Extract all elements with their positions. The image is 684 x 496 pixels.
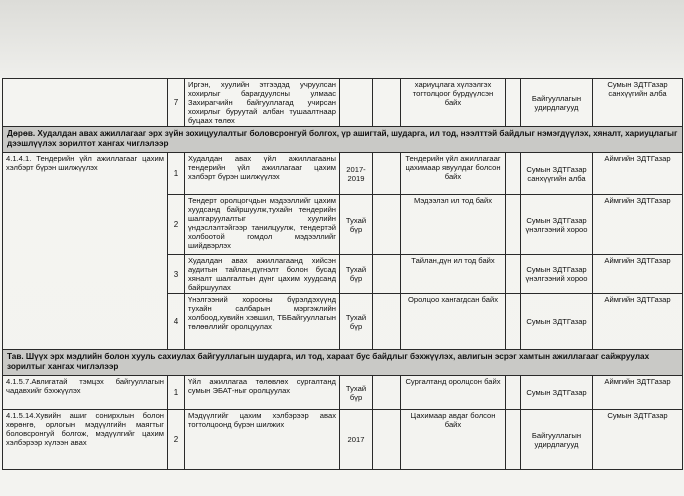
action-plan-table	[2, 78, 683, 470]
responsible-cell: Сумын ЗДТГазар үнэлгээний хороо	[521, 255, 593, 294]
blank-cell	[506, 410, 521, 470]
result-cell: Сургалтанд оролцсон байх	[401, 376, 506, 410]
section-heading: Дөрөв. Худалдан авах ажиллагааг эрх зүйн зохицуулалтыг боловсронгуй болгох, үр ашигтай, шударга, ил тод, нээлттэй байдлыг нэмэгдүүлэх, хяналт, хариуцлагыг дээшлүүлэх зорилтот хангах чиглэлээр	[3, 127, 683, 153]
responsible-cell: Сумын ЗДТГазар	[521, 294, 593, 350]
row-number: 1	[168, 376, 185, 410]
action-cell: Иргэн, хуулийн этгээдэд учруулсан хохирлыг барагдуулсны улмаас Захирагчийн байгууллагад учирсан хохирлыг буруутай албан тушаалтнаар буцаах төлөх	[185, 79, 340, 127]
row-number: 2	[168, 410, 185, 470]
action-cell: Худалдан авах үйл ажиллагааны тендерийн үйл ажиллагааг цахим хэлбэрт бүрэн шилжүүлэх	[185, 153, 340, 195]
time-cell	[340, 79, 373, 127]
implementer-cell: Аймгийн ЗДТГазар	[593, 153, 683, 195]
result-cell: Цахимаар авдаг болсон байх	[401, 410, 506, 470]
responsible-cell: Байгууллагын удирдлагууд	[521, 79, 593, 127]
time-cell: Тухай бүр	[340, 294, 373, 350]
blank-cell	[506, 255, 521, 294]
table-row	[3, 153, 683, 195]
implementer-cell: Сумын ЗДТГазар	[593, 410, 683, 470]
requirement-cell	[3, 79, 168, 127]
blank-cell	[506, 294, 521, 350]
implementer-cell: Аймгийн ЗДТГазар	[593, 294, 683, 350]
blank-cell	[373, 153, 401, 195]
requirement-cell: 4.1.5.7.Авлигатай тэмцэх байгууллагын чадавхийг бэхжүүлэх	[3, 376, 168, 410]
result-cell: Тайлан,дүн ил тод байх	[401, 255, 506, 294]
table-row	[3, 410, 683, 470]
action-cell: Үнэлгээний хорооны бүрэлдэхүүнд тухайн салбарын мэргэжлийн холбоод,хувийн хэвшил, ТББайгууллагын төлөөллийг оролцуулах	[185, 294, 340, 350]
page-fold-shadow	[0, 0, 684, 78]
blank-cell	[506, 195, 521, 255]
blank-cell	[373, 255, 401, 294]
responsible-cell: Сумын ЗДТГазар	[521, 376, 593, 410]
implementer-cell: Аймгийн ЗДТГазар	[593, 195, 683, 255]
responsible-cell: Сумын ЗДТГазар санхүүгийн алба	[521, 153, 593, 195]
blank-cell	[506, 376, 521, 410]
time-cell: Тухай бүр	[340, 195, 373, 255]
time-cell: Тухай бүр	[340, 376, 373, 410]
blank-cell	[373, 376, 401, 410]
row-number: 7	[168, 79, 185, 127]
result-cell: Оролцоо хангагдсан байх	[401, 294, 506, 350]
blank-cell	[373, 410, 401, 470]
table-row	[3, 376, 683, 410]
section-header-row	[3, 350, 683, 376]
requirement-cell: 4.1.5.14.Хувийн ашиг сонирхлын болон хөрөнгө, орлогын мэдүүлгийн маягтыг боловсронгуй болгож, мэдүүлгийг цахим хэлбэрээр хүлээн авах	[3, 410, 168, 470]
blank-cell	[373, 195, 401, 255]
section-header-row	[3, 127, 683, 153]
row-number: 2	[168, 195, 185, 255]
implementer-cell: Аймгийн ЗДТГазар	[593, 255, 683, 294]
requirement-cell: 4.1.4.1. Тендерийн үйл ажиллагааг цахим хэлбэрт бүрэн шилжүүлэх	[3, 153, 168, 350]
time-cell: 2017-2019	[340, 153, 373, 195]
blank-cell	[373, 79, 401, 127]
blank-cell	[373, 294, 401, 350]
table-row	[3, 79, 683, 127]
row-number: 1	[168, 153, 185, 195]
implementer-cell: Сумын ЗДТГазар санхүүгийн алба	[593, 79, 683, 127]
action-cell: Мэдүүлгийг цахим хэлбэрээр авах тогтолцоонд бүрэн шилжих	[185, 410, 340, 470]
responsible-cell: Сумын ЗДТГазар үнэлгээний хороо	[521, 195, 593, 255]
blank-cell	[506, 79, 521, 127]
action-cell: Үйл ажиллагаа төлөвлөх сургалтанд сумын ЭБАТ-ныг оролцуулах	[185, 376, 340, 410]
row-number: 3	[168, 255, 185, 294]
blank-cell	[506, 153, 521, 195]
result-cell: Тендерийн үйл ажиллагааг цахимаар явуулдаг болсон байх	[401, 153, 506, 195]
row-number: 4	[168, 294, 185, 350]
time-cell: 2017	[340, 410, 373, 470]
result-cell: хариуцлага хүлээлгэх тогтолцоог бүрдүүлсэн байх	[401, 79, 506, 127]
implementer-cell: Аймгийн ЗДТГазар	[593, 376, 683, 410]
responsible-cell: Байгууллагын удирдлагууд	[521, 410, 593, 470]
time-cell: Тухай бүр	[340, 255, 373, 294]
result-cell: Мэдээлэл ил тод байх	[401, 195, 506, 255]
section-heading: Тав. Шүүх эрх мэдлийн болон хууль сахиулах байгууллагын шударга, ил тод, хараат бус байдлыг бэхжүүлэх, авлигын эсрэг хамтын ажиллагааг сайжруулах зорилтыг хангах чиглэлээр	[3, 350, 683, 376]
action-cell: Худалдан авах ажиллагаанд хийсэн аудитын тайлан,дүгнэлт болон бусад хяналт шалгалтын дүнг цахим хуудсанд байршуулах	[185, 255, 340, 294]
action-cell: Тендерт оролцогчдын мэдээллийг цахим хуудсанд байршуулж,тухайн тендерийн шалгаруулалтыг хуулийн үндэслэлтэйгээр танилцуулж, тендертэй холбоотой гомдол мэдээллийг шийдвэрлэх	[185, 195, 340, 255]
